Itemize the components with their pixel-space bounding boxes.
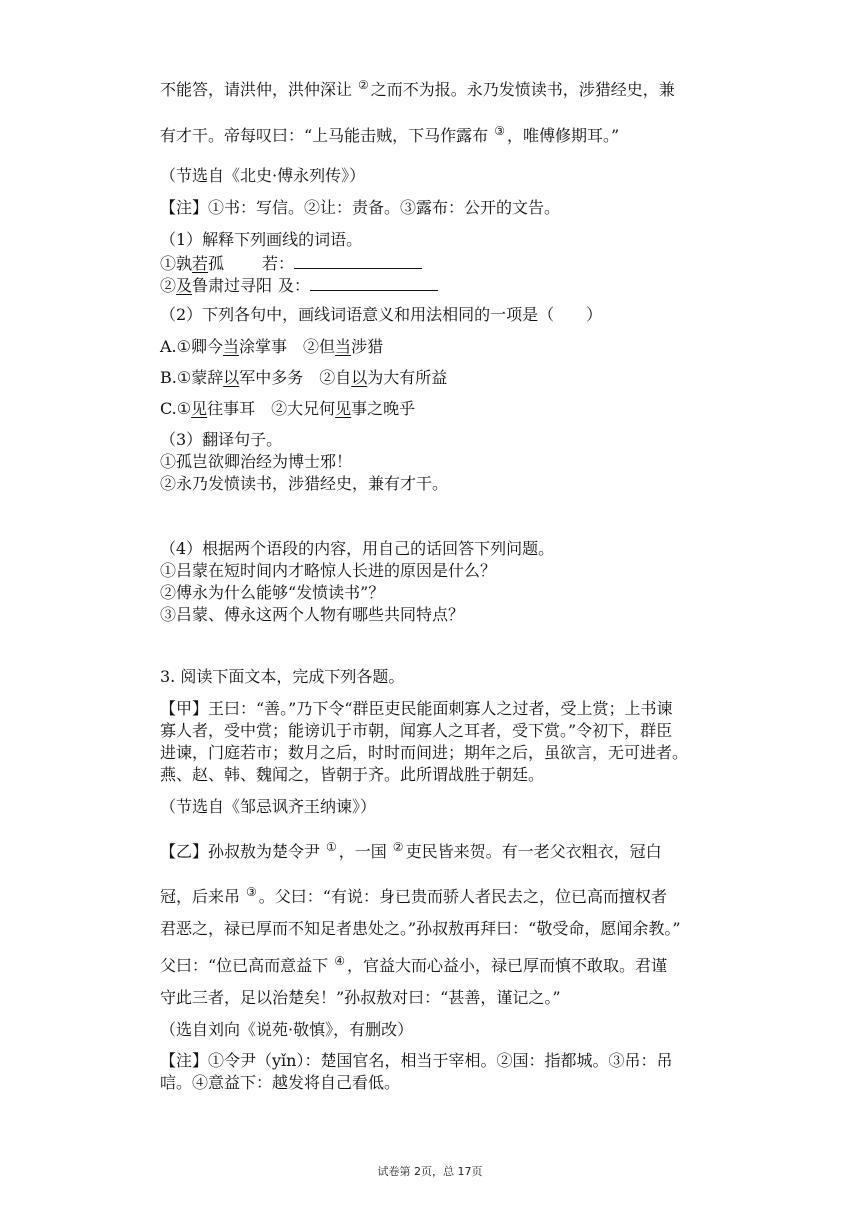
section3-title: 3. 阅读下面文本，完成下列各题。 <box>160 667 405 686</box>
underlined-word: 以 <box>351 368 368 387</box>
jia-line4: 燕、赵、韩、魏闻之，皆朝于齐。此所谓战胜于朝廷。 <box>160 765 545 784</box>
text: 涉猎 <box>351 337 384 356</box>
underlined-word: 以 <box>223 368 240 387</box>
text: 鲁肃过寻阳 <box>192 276 273 295</box>
yi-source: （选自刘向《说苑·敬慎》，有删改） <box>160 1020 414 1039</box>
yi-line1 <box>160 840 740 865</box>
text: 往事耳 <box>207 399 256 418</box>
jia-line3: 进谏，门庭若市；数月之后，时时而间进；期年之后，虽欲言，无可进者。 <box>160 743 689 762</box>
text: ②大兄何 <box>271 399 336 418</box>
text: ② <box>160 276 177 295</box>
jia-line1: 【甲】王曰：“善。”乃下令“群臣吏民能面刺寡人之过者，受上赏；上书谏 <box>160 699 673 718</box>
text: 不能答，请洪仲，洪仲深让 <box>160 80 353 99</box>
q2-option-c[interactable] <box>160 397 740 421</box>
answer-blank[interactable] <box>310 272 438 291</box>
q4-title: （4）根据两个语段的内容，用自己的话回答下列问题。 <box>160 539 555 558</box>
text: ②但 <box>303 337 336 356</box>
q3-sentence2: ②永乃发愤读书，涉猎经史，兼有才干。 <box>160 474 449 493</box>
q2-option-b[interactable] <box>160 366 740 390</box>
footnote-mark: ① <box>326 840 337 854</box>
text: B.①蒙辞 <box>160 368 224 387</box>
passage1-line2 <box>160 124 740 149</box>
footnote-mark: ② <box>358 78 369 92</box>
q2-title: （2）下列各句中，画线词语意义和用法相同的一项是（ ） <box>160 305 603 324</box>
answer-blank[interactable] <box>294 250 422 269</box>
text: 为大有所益 <box>367 368 448 387</box>
underlined-word: 见 <box>191 399 208 418</box>
underlined-word: 及 <box>176 276 193 295</box>
q1-title: （1）解释下列画线的词语。 <box>160 230 363 249</box>
passage1-note: 【注】①书：写信。②让：责备。③露布：公开的文告。 <box>160 198 561 217</box>
yi-line4 <box>160 954 740 979</box>
q3-sentence1: ①孤岂欲卿治经为博士邪！ <box>160 452 353 471</box>
yi-line2 <box>160 885 740 910</box>
text: 父曰：“位已高而意益下 <box>160 956 329 975</box>
q2-option-a[interactable] <box>160 335 740 359</box>
text: 吏民皆来贺。有一老父衣粗衣，冠白 <box>405 842 662 861</box>
text: C.① <box>160 399 192 418</box>
footnote-mark: ④ <box>334 954 345 968</box>
text: 及： <box>278 276 311 295</box>
footnote-mark: ③ <box>494 124 505 138</box>
page-footer: 试卷第 2页，总 17页 <box>377 1165 483 1178</box>
q4-sub2: ②傅永为什么能够“发愤读书”？ <box>160 583 385 602</box>
text: 有才干。帝每叹曰：“上马能击贼，下马作露布 <box>160 126 489 145</box>
passage1-source: （节选自《北史·傅永列传》） <box>160 166 366 185</box>
jia-line2: 寡人者，受中赏；能谤讥于市朝，闻寡人之耳者，受下赏。”令初下，群臣 <box>160 721 673 740</box>
text: 涂掌事 <box>239 337 288 356</box>
yi-line5: 守此三者，足以治楚矣！”孙叔敖对曰：“甚善，谨记之。” <box>160 988 561 1007</box>
underlined-word: 若 <box>192 254 209 273</box>
text: 若： <box>262 254 295 273</box>
text: ①孰 <box>160 254 193 273</box>
text: 之而不为报。永乃发愤读书，涉猎经史，兼 <box>370 80 675 99</box>
q3-title: （3）翻译句子。 <box>160 430 283 449</box>
text: 孤 <box>208 254 225 273</box>
footnote-mark: ② <box>392 840 404 854</box>
footnote-mark: ③ <box>246 885 257 899</box>
jia-source: （节选自《邹忌讽齐王纳谏》） <box>160 797 377 816</box>
text: ，唯傅修期耳。” <box>506 126 620 145</box>
passage1-line1 <box>160 78 740 103</box>
text: ，官益大而心益小，禄已厚而慎不敢取。君谨 <box>346 956 667 975</box>
text: 军中多务 <box>239 368 304 387</box>
q4-sub1: ①吕蒙在短时间内才略惊人长进的原因是什么？ <box>160 561 497 580</box>
underlined-word: 当 <box>335 337 352 356</box>
yi-note-line1: 【注】①令尹（yǐn）：楚国官名，相当于宰相。②国：指都城。③吊：吊 <box>160 1051 673 1070</box>
q4-sub3: ③吕蒙、傅永这两个人物有哪些共同特点？ <box>160 605 465 624</box>
text: 。父曰：“有说：身已贵而骄人者民去之，位已高而擅权者 <box>258 887 667 906</box>
text: 事之晚乎 <box>351 399 416 418</box>
text: A.①卿今 <box>160 337 223 356</box>
text: 冠，后来吊 <box>160 887 241 906</box>
underlined-word: 见 <box>335 399 352 418</box>
yi-line3: 君恶之，禄已厚而不知足者患处之。”孙叔敖再拜曰：“敬受命，愿闻余教。” <box>160 919 681 938</box>
text: ，一国 <box>338 842 387 861</box>
q1-item2 <box>160 272 740 298</box>
yi-note-line2: 唁。④意益下：越发将自己看低。 <box>160 1073 401 1092</box>
underlined-word: 当 <box>223 337 240 356</box>
text: 【乙】孙叔敖为楚令尹 <box>160 842 321 861</box>
text: ②自 <box>319 368 352 387</box>
